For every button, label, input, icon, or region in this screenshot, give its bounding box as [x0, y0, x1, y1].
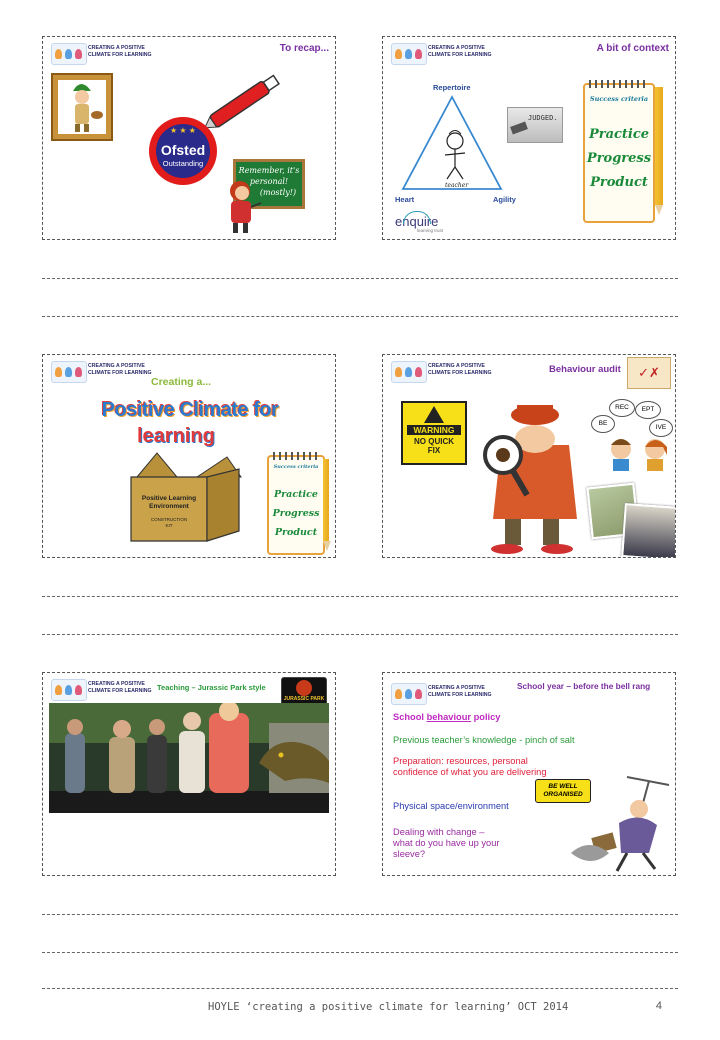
- slide-title: School year – before the bell rang: [517, 681, 651, 691]
- children-logo-icon: [391, 683, 427, 705]
- slide-behaviour-audit: [382, 354, 676, 558]
- notes-line: [42, 278, 678, 279]
- notes-line: [42, 914, 678, 915]
- behaviour-policy-heading: [393, 712, 500, 723]
- children-logo-icon: [391, 361, 427, 383]
- list-item: Physical space/environment: [393, 801, 509, 811]
- checklist-icon: ✓✗: [627, 357, 671, 389]
- coach-photo: [621, 503, 676, 558]
- logo-line-2: CLIMATE FOR LEARNING: [428, 370, 492, 376]
- course-logo: [51, 361, 155, 383]
- enquire-logo: [389, 211, 449, 235]
- list-item: Preparation: resources, personal confidence of what you are delivering: [393, 756, 547, 777]
- logo-line-2: CLIMATE FOR LEARNING: [428, 692, 492, 698]
- triangle-label-agility: Agility: [493, 195, 516, 204]
- course-logo: [391, 43, 495, 65]
- warning-label: WARNING: [407, 425, 461, 435]
- logo-line-1: CREATING A POSITIVE: [88, 363, 145, 369]
- children-logo-icon: [51, 679, 87, 701]
- triangle-label-repertoire: Repertoire: [433, 83, 471, 92]
- thought-bubble: REC: [609, 399, 635, 417]
- slide-context: [382, 36, 676, 240]
- slide-title: A bit of context: [596, 43, 669, 54]
- course-logo: [391, 683, 495, 705]
- ofsted-sublabel: Outstanding: [162, 159, 204, 168]
- logo-line-1: CREATING A POSITIVE: [428, 685, 485, 691]
- course-logo: [51, 43, 155, 65]
- box-label-1: Positive Learning: [141, 495, 197, 502]
- criteria-progress: Progress: [272, 508, 320, 519]
- thought-bubble: EPT: [635, 401, 661, 419]
- success-criteria-notebook: [583, 83, 655, 223]
- chalk-line-2: personal!: [249, 177, 289, 186]
- slide-school-year: [382, 672, 676, 876]
- flying-teacher-icon: [569, 773, 675, 875]
- box-label-3: CONSTRUCTION: [150, 517, 188, 522]
- slide-jurassic-park: [42, 672, 336, 876]
- policy-keyword: behaviour: [426, 712, 472, 722]
- page-number: 4: [655, 1000, 662, 1012]
- notes-line: [42, 316, 678, 317]
- criteria-heading: Success criteria: [589, 95, 649, 103]
- criteria-product: Product: [274, 527, 318, 538]
- logo-line-1: CREATING A POSITIVE: [88, 45, 145, 51]
- judged-gavel-icon: [507, 107, 563, 143]
- logo-line-2: CLIMATE FOR LEARNING: [428, 52, 492, 58]
- warning-triangle-icon: [424, 406, 444, 423]
- criteria-practice: Practice: [274, 489, 318, 500]
- enquire-arc: [403, 211, 431, 224]
- slide-title: To recap...: [279, 43, 329, 54]
- course-logo: [51, 679, 155, 701]
- logo-line-1: CREATING A POSITIVE: [428, 363, 485, 369]
- list-item: Dealing with change – what do you have up your sleeve?: [393, 827, 500, 859]
- enquire-tagline: learning trust: [417, 228, 444, 233]
- list-item: Previous teacher’s knowledge - pinch of salt: [393, 735, 575, 745]
- headline-line-2: learning: [137, 425, 215, 447]
- notes-line: [42, 952, 678, 953]
- box-label-2: Environment: [149, 503, 189, 510]
- thinking-children-icon: [605, 433, 675, 471]
- notes-line: [42, 988, 678, 989]
- children-logo-icon: [51, 43, 87, 65]
- gavel-head: [510, 122, 528, 135]
- pencil-icon: [655, 87, 663, 205]
- enquire-name: enquire: [395, 214, 439, 229]
- slide-recap: [42, 36, 336, 240]
- headline-line-1: Positive Climate for: [101, 399, 279, 421]
- speech-callout: BE WELL ORGANISED: [535, 779, 591, 803]
- teacher-pointing-icon: [223, 177, 263, 235]
- thought-bubble: IVE: [649, 419, 673, 437]
- course-logo: [391, 361, 495, 383]
- notebook-rings: [273, 452, 319, 460]
- policy-suffix: policy: [471, 712, 501, 722]
- criteria-practice: Practice: [588, 127, 650, 142]
- footer-text: HOYLE ‘creating a positive climate for learning’ OCT 2014: [208, 1001, 569, 1013]
- svg-text:★ ★ ★: ★ ★ ★: [170, 126, 196, 135]
- movie-still-image: [49, 703, 329, 813]
- criteria-progress: Progress: [586, 151, 652, 166]
- t-rex-emblem-icon: [296, 680, 312, 696]
- success-criteria-notebook: [267, 455, 325, 555]
- notebook-rings: [589, 80, 649, 88]
- slide-creating: [42, 354, 336, 558]
- thought-bubble: BE: [591, 415, 615, 433]
- warning-line-2: NO QUICK: [414, 437, 454, 446]
- logo-line-1: CREATING A POSITIVE: [88, 681, 145, 687]
- ofsted-label: Ofsted: [160, 142, 206, 158]
- logo-line-2: CLIMATE FOR LEARNING: [88, 370, 152, 376]
- criteria-product: Product: [590, 175, 648, 190]
- logo-line-2: CLIMATE FOR LEARNING: [88, 52, 152, 58]
- triangle-diagram: [397, 93, 507, 193]
- slide-title: Teaching – Jurassic Park style: [157, 683, 266, 692]
- triangle-label-heart: Heart: [395, 195, 415, 204]
- box-label-4: KIT: [165, 523, 173, 528]
- notes-line: [42, 596, 678, 597]
- framed-portrait-icon: [51, 73, 113, 141]
- stick-figure-label: teacher: [445, 182, 469, 189]
- detective-magnifier-icon: [477, 399, 587, 555]
- badge-label: JURASSIC PARK: [283, 696, 325, 702]
- logo-line-1: CREATING A POSITIVE: [428, 45, 485, 51]
- chalk-line-1: Remember, it's: [238, 166, 300, 175]
- warning-sign: [401, 401, 467, 465]
- slide-title: Behaviour audit: [549, 364, 621, 375]
- slide-title: Creating a...: [151, 376, 212, 388]
- logo-line-2: CLIMATE FOR LEARNING: [88, 688, 152, 694]
- notes-line: [42, 634, 678, 635]
- criteria-heading: Success criteria: [273, 464, 319, 470]
- judged-label: JUDGED.: [528, 114, 558, 122]
- warning-line-3: FIX: [427, 446, 441, 455]
- children-logo-icon: [391, 43, 427, 65]
- pencil-icon: [323, 459, 329, 541]
- policy-prefix: School: [393, 712, 427, 722]
- chalk-line-3: (mostly!): [259, 188, 297, 197]
- children-logo-icon: [51, 361, 87, 383]
